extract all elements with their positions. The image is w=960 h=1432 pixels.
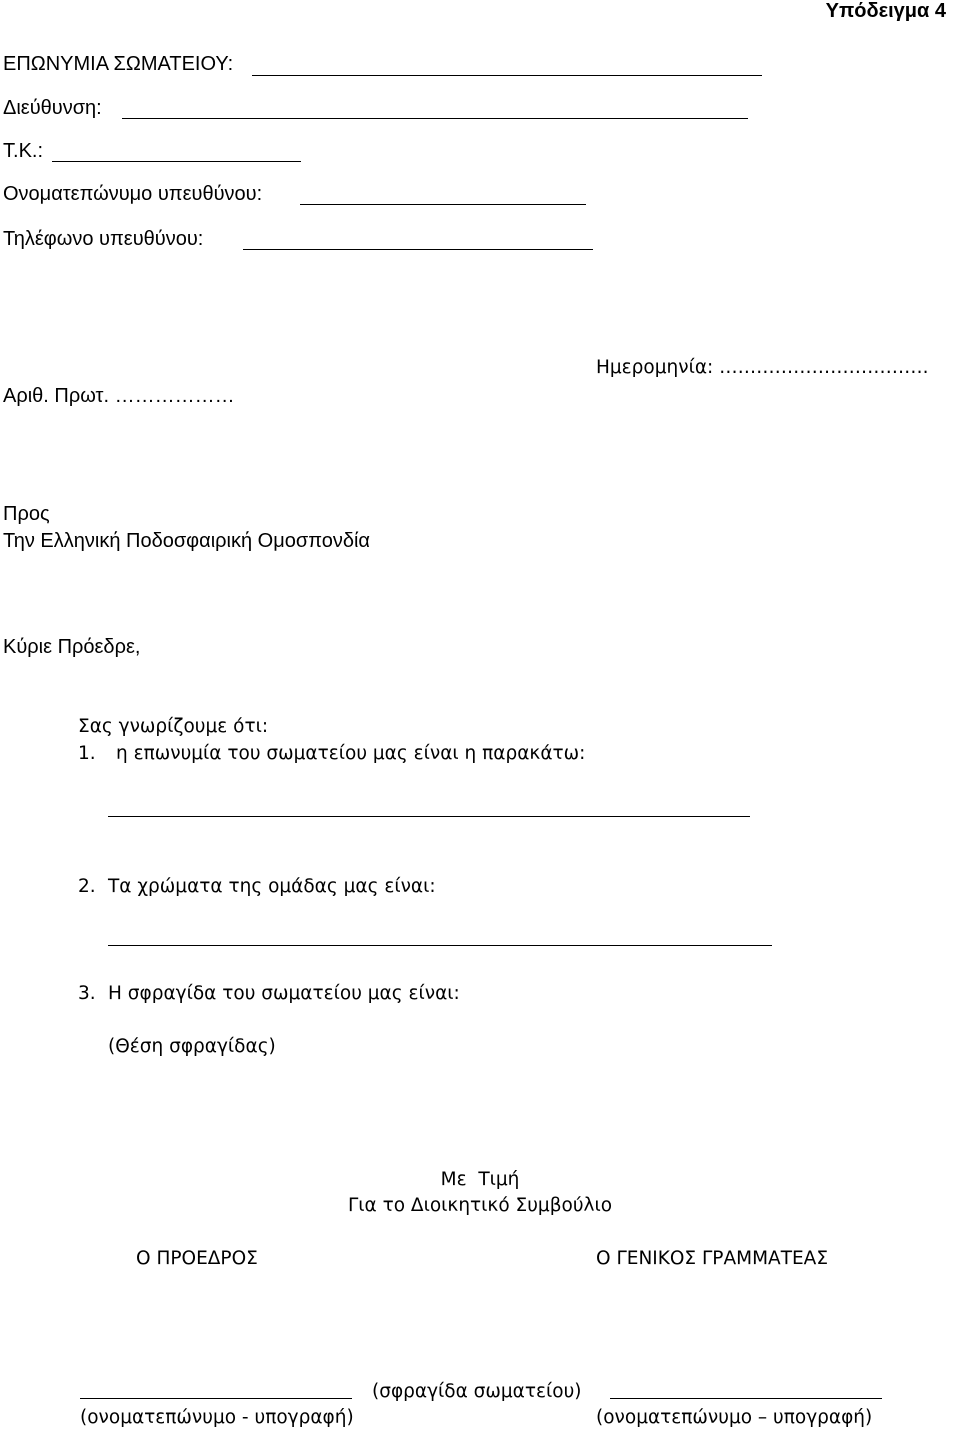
president-title: Ο ΠΡΟΕΔΡΟΣ [136,1248,258,1269]
president-signature-caption: (ονοματεπώνυμο - υπογραφή) [80,1407,354,1428]
protocol-number [3,385,235,408]
item-2-number: 2. [78,876,96,897]
date-label: Ημερομηνία: [596,357,714,378]
club-name-field[interactable] [252,75,762,76]
responsible-name-label: Ονοματεπώνυμο υπευθύνου: [3,183,263,205]
responsible-phone-label: Τηλέφωνο υπευθύνου: [3,228,204,250]
recipient-line-1: Προς [3,503,50,525]
team-colors-field[interactable] [108,945,772,946]
club-name-label: ΕΠΩΝΥΜΙΑ ΣΩΜΑΤΕΙΟΥ: [3,53,234,75]
item-1-number: 1. [78,743,96,764]
seal-placeholder: (Θέση σφραγίδας) [108,1036,276,1057]
intro-text: Σας γνωρίζουμε ότι: [78,716,269,737]
club-stamp-label: (σφραγίδα σωματείου) [372,1381,582,1402]
template-number-label: Υπόδειγμα 4 [825,0,946,22]
item-3-text: Η σφραγίδα του σωματείου μας είναι: [108,983,460,1004]
president-signature-line[interactable] [80,1398,352,1399]
address-label: Διεύθυνση: [3,97,102,119]
recipient-line-2: Την Ελληνική Ποδοσφαιρική Ομοσπονδία [3,530,370,552]
postal-code-label: Τ.Κ.: [3,140,44,162]
secretary-signature-line[interactable] [610,1398,882,1399]
item-3-number: 3. [78,983,96,1004]
address-field[interactable] [122,118,748,119]
date-line [596,357,929,378]
date-dots: ……………………………. [719,357,929,378]
item-2-text: Τα χρώματα της ομάδας μας είναι: [108,876,436,897]
protocol-dots: ……………… [114,385,235,407]
responsible-name-field[interactable] [300,204,586,205]
postal-code-field[interactable] [52,161,301,162]
responsible-phone-field[interactable] [243,249,593,250]
item-1-text: η επωνυμία του σωματείου μας είναι η παρακάτω: [116,743,586,764]
closing-line-1: Με Τιμή [440,1169,520,1190]
closing-line-2: Για το Διοικητικό Συμβούλιο [347,1195,613,1216]
protocol-label: Αριθ. Πρωτ. [3,385,110,407]
secretary-general-title: Ο ΓΕΝΙΚΟΣ ΓΡΑΜΜΑΤΕΑΣ [596,1248,829,1269]
club-official-name-field[interactable] [108,816,750,817]
secretary-signature-caption: (ονοματεπώνυμο – υπογραφή) [596,1407,873,1428]
salutation: Κύριε Πρόεδρε, [3,636,141,658]
